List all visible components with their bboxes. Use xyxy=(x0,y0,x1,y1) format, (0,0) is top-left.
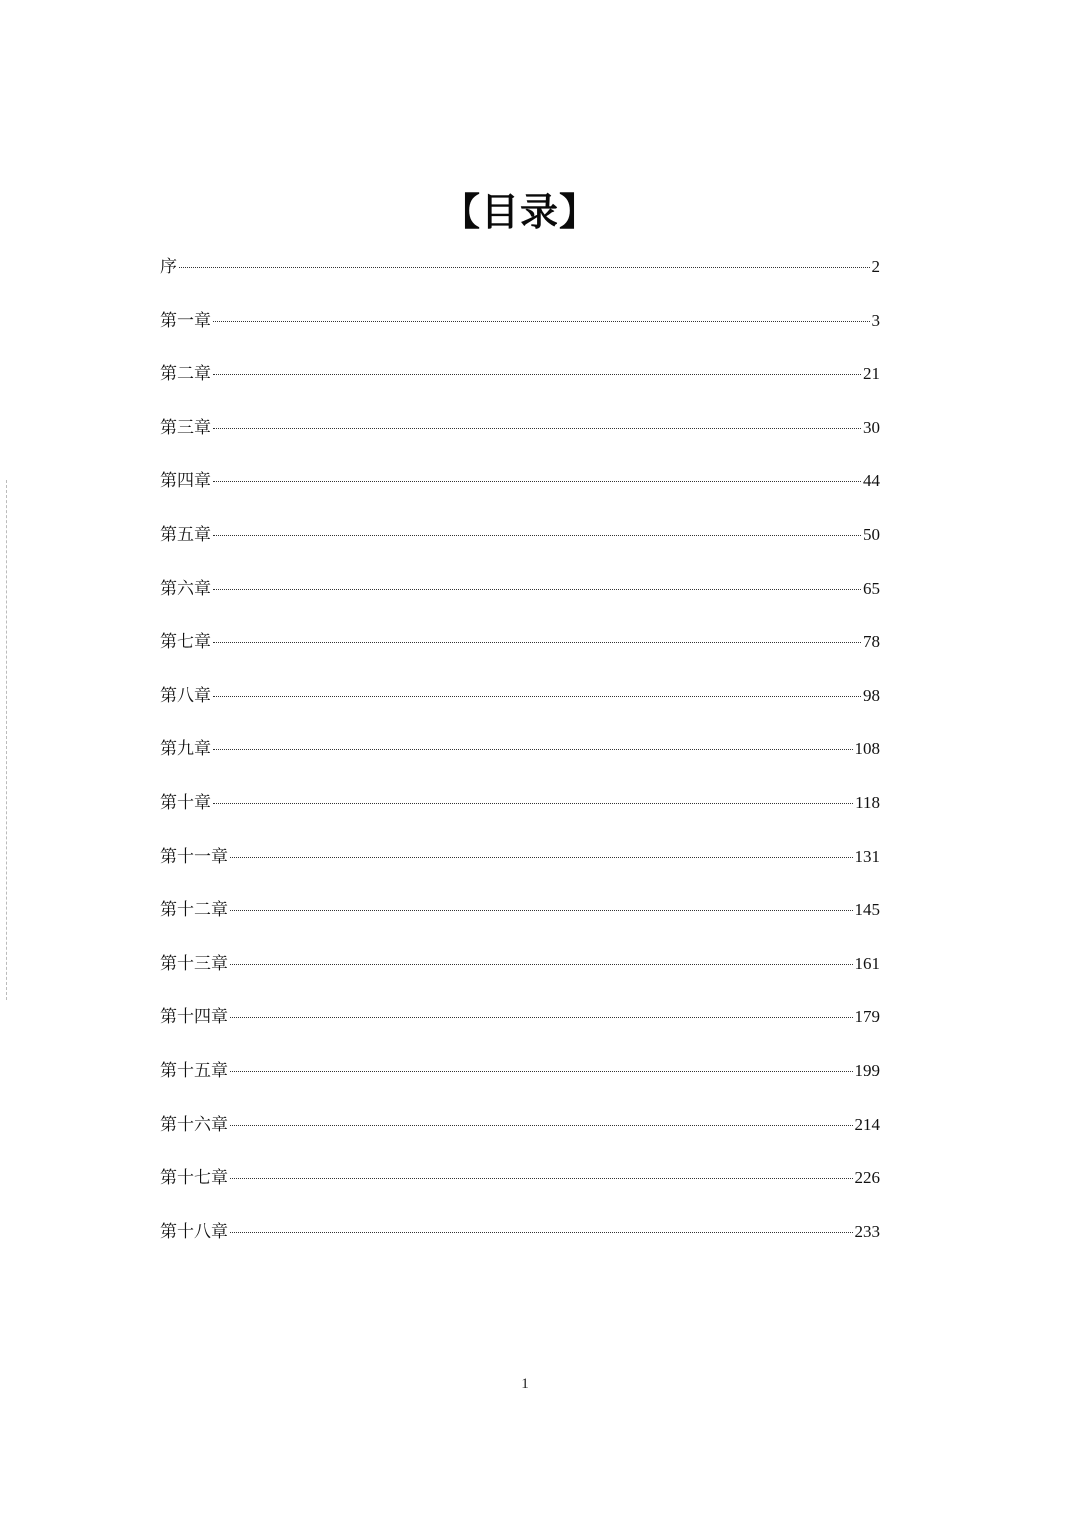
toc-entry[interactable] xyxy=(160,1110,880,1164)
toc-dot-leader xyxy=(213,374,861,375)
toc-dot-leader xyxy=(213,642,861,643)
toc-entry-page: 179 xyxy=(854,1007,880,1027)
toc-entry-label: 第一章 xyxy=(160,310,211,331)
toc-entry-page: 65 xyxy=(863,578,880,598)
toc-entry[interactable] xyxy=(160,681,880,735)
toc-entry[interactable] xyxy=(160,306,880,360)
toc-dot-leader xyxy=(230,1125,853,1126)
toc-entry-page: 233 xyxy=(854,1221,880,1241)
toc-entry-label: 第六章 xyxy=(160,578,211,599)
toc-entry-page: 131 xyxy=(854,846,880,866)
toc-entry-label: 第十五章 xyxy=(160,1060,228,1081)
page-number: 1 xyxy=(521,1376,529,1392)
toc-entry-page: 78 xyxy=(863,632,880,652)
toc-dot-leader xyxy=(213,481,861,482)
toc-entry-label: 第三章 xyxy=(160,417,211,438)
toc-entry-label: 第四章 xyxy=(160,471,211,492)
toc-entry[interactable] xyxy=(160,466,880,520)
toc-entry-page: 161 xyxy=(854,953,880,973)
toc-dot-leader xyxy=(230,1232,853,1233)
toc-entry[interactable] xyxy=(160,574,880,628)
toc-entry-label: 第十二章 xyxy=(160,900,228,921)
table-of-contents xyxy=(160,252,880,1270)
toc-entry-page: 44 xyxy=(863,471,880,491)
toc-entry-page: 226 xyxy=(854,1168,880,1188)
toc-entry-label: 第九章 xyxy=(160,739,211,760)
toc-entry[interactable] xyxy=(160,895,880,949)
toc-dot-leader xyxy=(213,535,861,536)
toc-dot-leader xyxy=(230,1017,853,1018)
toc-entry[interactable] xyxy=(160,252,880,306)
toc-entry-page: 214 xyxy=(854,1114,880,1134)
toc-dot-leader xyxy=(230,964,853,965)
toc-entry[interactable] xyxy=(160,1163,880,1217)
toc-entry-label: 第十八章 xyxy=(160,1221,228,1242)
toc-dot-leader xyxy=(179,267,870,268)
toc-dot-leader xyxy=(230,1071,853,1072)
toc-entry-label: 第十七章 xyxy=(160,1168,228,1189)
toc-dot-leader xyxy=(213,321,870,322)
toc-dot-leader xyxy=(213,696,861,697)
scan-edge-artifact xyxy=(6,480,8,1000)
toc-entry[interactable] xyxy=(160,1002,880,1056)
toc-entry-page: 2 xyxy=(871,257,880,276)
page-title: 【目录】 xyxy=(441,190,598,235)
toc-entry-page: 108 xyxy=(854,739,880,759)
toc-entry-label: 第五章 xyxy=(160,524,211,545)
toc-entry-page: 118 xyxy=(855,792,880,812)
toc-dot-leader xyxy=(230,910,853,911)
toc-dot-leader xyxy=(213,803,853,804)
toc-entry-page: 199 xyxy=(854,1060,880,1080)
toc-entry-label: 第八章 xyxy=(160,685,211,706)
toc-entry[interactable] xyxy=(160,413,880,467)
toc-dot-leader xyxy=(213,749,853,750)
toc-entry[interactable] xyxy=(160,1056,880,1110)
toc-entry[interactable] xyxy=(160,734,880,788)
toc-dot-leader xyxy=(213,589,861,590)
toc-entry-label: 序 xyxy=(160,257,177,277)
toc-entry[interactable] xyxy=(160,627,880,681)
toc-entry-label: 第十四章 xyxy=(160,1007,228,1028)
toc-entry[interactable] xyxy=(160,359,880,413)
toc-dot-leader xyxy=(213,428,861,429)
toc-entry-page: 98 xyxy=(863,685,880,705)
toc-entry[interactable] xyxy=(160,949,880,1003)
toc-entry[interactable] xyxy=(160,520,880,574)
toc-entry-label: 第十一章 xyxy=(160,846,228,867)
toc-entry-page: 50 xyxy=(863,524,880,544)
toc-dot-leader xyxy=(230,857,853,858)
toc-entry-label: 第十三章 xyxy=(160,953,228,974)
toc-entry-page: 3 xyxy=(871,310,880,330)
toc-entry-page: 21 xyxy=(863,364,880,384)
toc-entry-label: 第二章 xyxy=(160,364,211,385)
toc-entry-label: 第十章 xyxy=(160,792,211,813)
toc-entry-label: 第十六章 xyxy=(160,1114,228,1135)
toc-entry[interactable] xyxy=(160,1217,880,1271)
toc-entry-page: 145 xyxy=(854,900,880,920)
toc-dot-leader xyxy=(230,1178,853,1179)
toc-entry-page: 30 xyxy=(863,417,880,437)
toc-entry[interactable] xyxy=(160,842,880,896)
toc-entry-label: 第七章 xyxy=(160,632,211,653)
toc-entry[interactable] xyxy=(160,788,880,842)
